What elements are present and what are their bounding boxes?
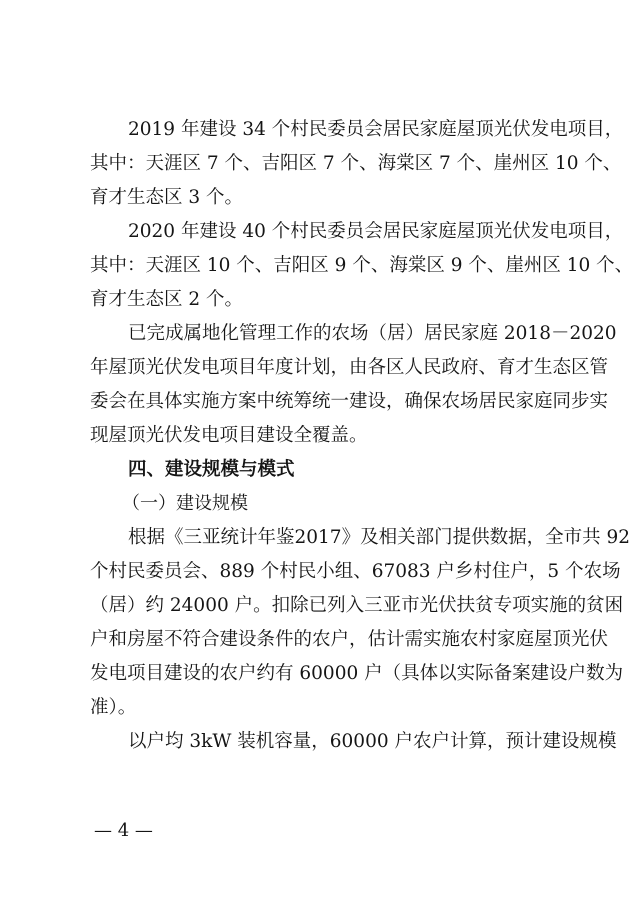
paragraph-2019-line-1: 2019 年建设 34 个村民委员会居民家庭屋顶光伏发电项目， [128, 119, 624, 140]
paragraph-2020-line-1: 2020 年建设 40 个村民委员会居民家庭屋顶光伏发电项目， [128, 221, 624, 242]
paragraph-scale-line-5: 发电项目建设的农户约有 60000 户（具体以实际备案建设户数为 [90, 663, 624, 684]
paragraph-scale-line-6: 准）。 [90, 697, 137, 718]
paragraph-farm-line-4: 现屋顶光伏发电项目建设全覆盖。 [90, 425, 368, 446]
paragraph-scale-line-4: 户和房屋不符合建设条件的农户，估计需实施农村家庭屋顶光伏 [90, 629, 609, 650]
paragraph-2019-line-3: 育才生态区 3 个。 [90, 187, 244, 208]
paragraph-farm-line-1: 已完成属地化管理工作的农场（居）居民家庭 2018－2020 [128, 323, 617, 344]
subheading-construction-scale: （一）建设规模 [122, 493, 248, 514]
paragraph-farm-line-3: 委会在具体实施方案中统筹统一建设，确保农场居民家庭同步实 [90, 391, 609, 412]
paragraph-scale-line-2: 个村民委员会、889 个村民小组、67083 户乡村住户，5 个农场 [90, 561, 621, 582]
paragraph-farm-line-2: 年屋顶光伏发电项目年度计划，由各区人民政府、育才生态区管 [90, 357, 609, 378]
paragraph-scale-line-1: 根据《三亚统计年鉴2017》及相关部门提供数据，全市共 92 [128, 527, 631, 548]
section-heading-scale-and-mode: 四、建设规模与模式 [128, 459, 295, 480]
paragraph-2020-line-2: 其中：天涯区 10 个、吉阳区 9 个、海棠区 9 个、崖州区 10 个、 [90, 255, 634, 276]
paragraph-invest-line-1: 以户均 3kW 装机容量，60000 户农户计算，预计建设规模 [128, 731, 617, 752]
paragraph-2020-line-3: 育才生态区 2 个。 [90, 289, 244, 310]
paragraph-2019-line-2: 其中：天涯区 7 个、吉阳区 7 个、海棠区 7 个、崖州区 10 个、 [90, 153, 622, 174]
paragraph-scale-line-3: （居）约 24000 户。扣除已列入三亚市光伏扶贫专项实施的贫困 [90, 595, 624, 616]
page-number: — 4 — [94, 820, 153, 841]
